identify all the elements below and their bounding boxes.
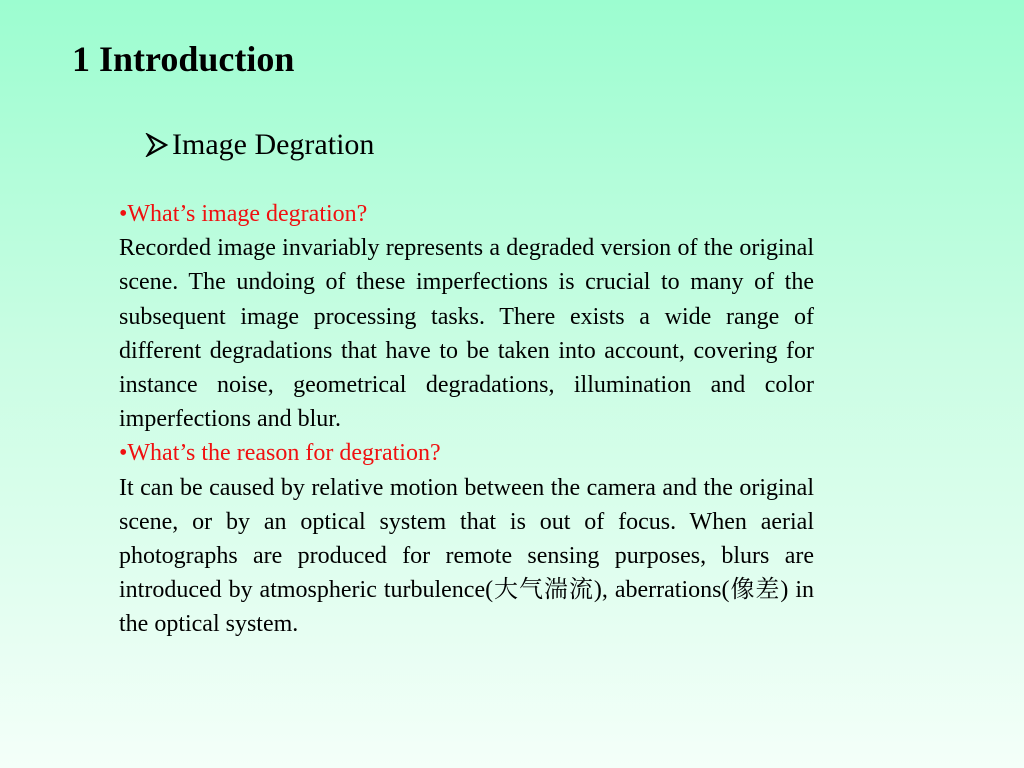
slide-body bbox=[119, 197, 814, 642]
question-degration-reason: •What’s the reason for degration? bbox=[119, 440, 441, 467]
slide-title: 1 Introduction bbox=[72, 39, 295, 79]
subtitle bbox=[145, 127, 374, 163]
subtitle-text: Image Degration bbox=[172, 128, 375, 161]
answer-paragraph-definition: Recorded image invariably represents a degraded version of the original scene. The undoing of these imperfections is crucial to many of the subsequent image processing tasks. There exists a wide range of different degradations that have to be taken into account, covering for instance noise, geometrical degradations, illumination and color imperfections and blur. bbox=[119, 235, 814, 433]
question-image-degration: •What’s image degration? bbox=[119, 201, 368, 227]
answer-paragraph-reason: It can be caused by relative motion between the camera and the original scene, or by an optical system that is out of focus. When aerial photographs are produced for remote sensing purposes, blurs are introduced by atmospheric turbulence(大气湍流), aberrations(像差) in the optical system. bbox=[119, 474, 814, 638]
arrow-bullet-icon bbox=[145, 133, 169, 157]
